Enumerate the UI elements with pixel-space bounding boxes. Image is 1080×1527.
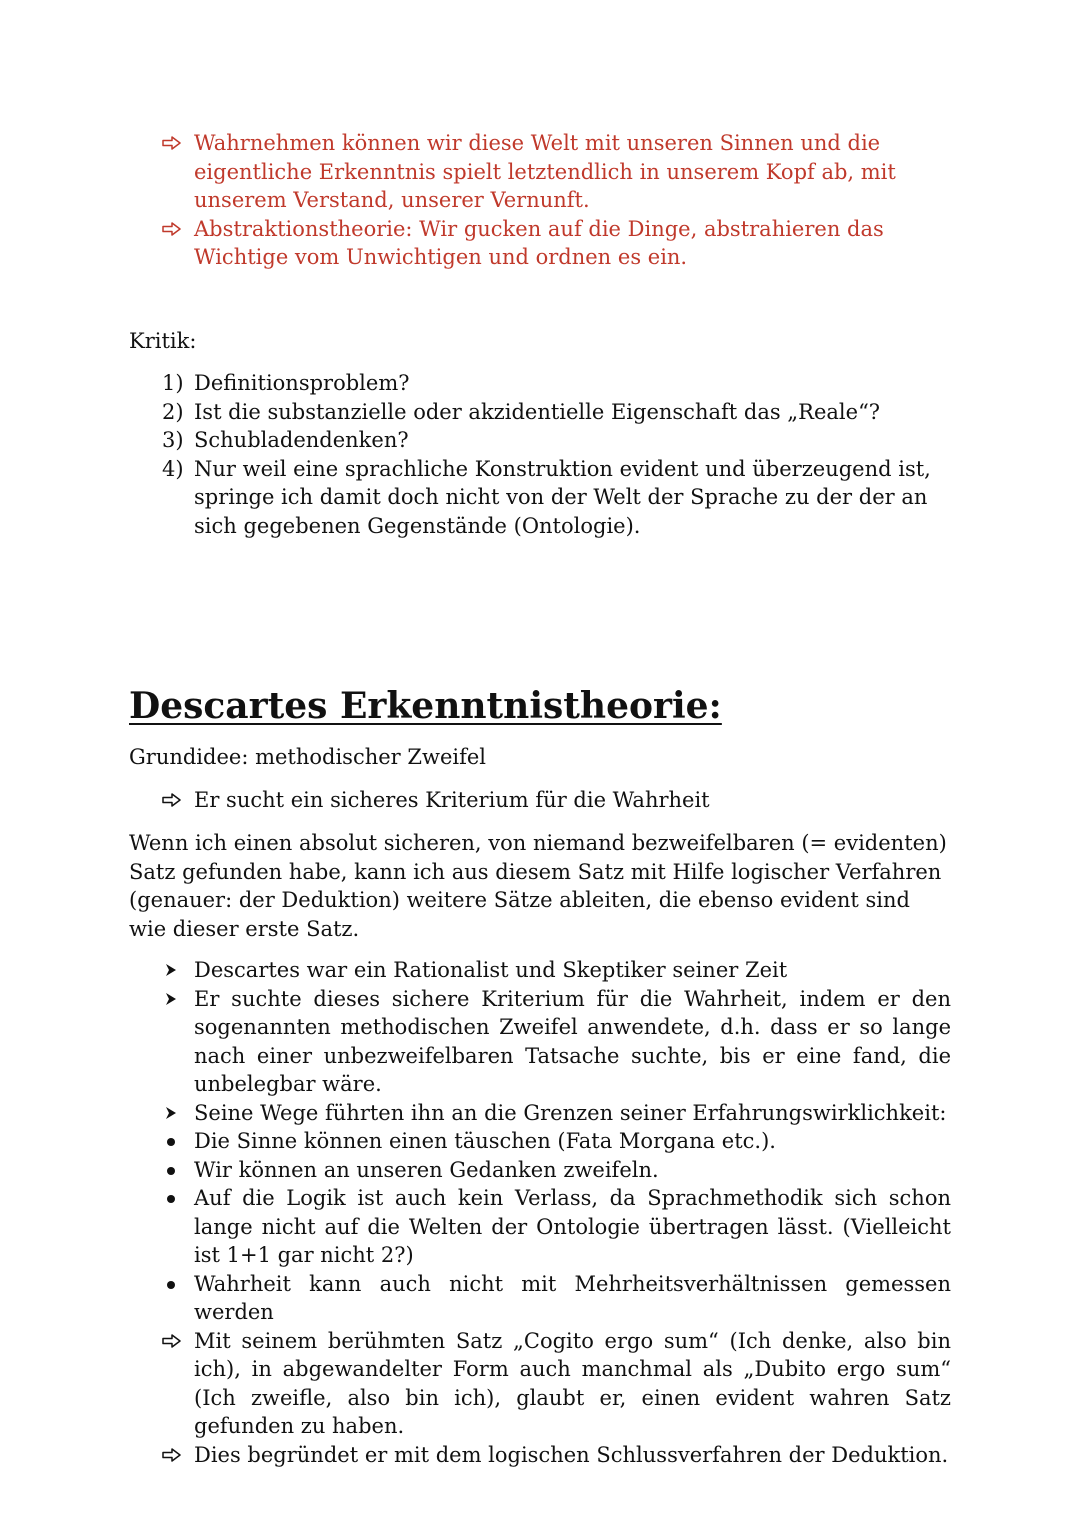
grundidee-arrow-list [129,786,959,815]
list-item-text: Wahrheit kann auch nicht mit Mehrheitsverhältnissen gemessen werden [194,1271,951,1324]
list-item [129,129,959,215]
list-item [129,1184,951,1270]
grundidee-line: Grundidee: methodischer Zweifel [129,745,487,769]
list-number: 2) [162,399,184,424]
list-item-text: Er suchte dieses sichere Kriterium für die Wahrheit, indem er den sogenannten methodischen Zweifel anwendete, d.h. dass er so lange nach einer unbezweifelbaren Tatsache suchte, bis er eine fand, die unbelegbar wäre. [194,986,951,1096]
list-item [129,369,959,398]
list-item [129,1270,951,1327]
list-item-text: Die Sinne können einen täuschen (Fata Morgana etc.). [194,1129,776,1153]
list-item-text: Er sucht ein sicheres Kriterium für die Wahrheit [194,788,710,812]
list-number: 4) [162,456,184,481]
list-item-text: Wir können an unseren Gedanken zweifeln. [194,1157,659,1182]
kritik-list [129,369,959,540]
list-item [129,1127,951,1156]
list-item-text: Abstraktionstheorie: Wir gucken auf die Dinge, abstrahieren das Wichtige vom Unwichtigen und ordnen es ein. [194,216,884,269]
descartes-paragraph: Wenn ich einen absolut sicheren, von niemand bezweifelbaren (= evidenten) Satz gefunden habe, kann ich aus diesem Satz mit Hilfe logischer Verfahren (genauer: der Deduktion) weitere Sätze ableiten, die ebenso evident sind wie dieser erste Satz. [129,831,947,941]
list-item-text: Nur weil eine sprachliche Konstruktion evident und überzeugend ist, springe ich damit doch nicht von der Welt der Sprache zu der der an sich gegebenen Gegenstände (Ontologie). [194,456,931,538]
list-item-text: Definitionsproblem? [194,371,410,395]
list-item-text: Dies begründet er mit dem logischen Schlussverfahren der Deduktion. [194,1442,949,1467]
list-item-text: Auf die Logik ist auch kein Verlass, da Sprachmethodik sich schon lange nicht auf die Welten der Ontologie übertragen lässt. (Vielleicht ist 1+1 gar nicht 2?) [194,1186,951,1267]
list-number: 3) [162,428,184,452]
list-item [129,786,959,815]
list-item [129,398,959,427]
list-item-text: Schubladendenken? [194,428,409,452]
list-item-text: Descartes war ein Rationalist und Skeptiker seiner Zeit [194,958,788,982]
list-item [129,455,959,541]
list-item [129,956,951,985]
list-item [129,426,959,455]
list-item [129,1327,951,1441]
list-item [129,215,959,272]
list-item [129,1099,951,1128]
descartes-bullet-list [129,956,951,1469]
section-title: Descartes Erkenntnistheorie: [129,685,722,727]
list-item [129,985,951,1099]
list-item-text: Wahrnehmen können wir diese Welt mit unseren Sinnen und die eigentliche Erkenntnis spielt letztendlich in unserem Kopf ab, mit unserem Verstand, unserer Vernunft. [194,131,896,212]
list-item-text: Mit seinem berühmten Satz „Cogito ergo sum“ (Ich denke, also bin ich), in abgewandelter Form auch manchmal als „Dubito ergo sum“ (Ich zweifle, also bin ich), glaubt er, einen evident wahren Satz gefunden zu haben. [194,1328,951,1438]
list-number: 1) [162,371,184,395]
list-item-text: Ist die substanzielle oder akzidentielle Eigenschaft das „Reale“? [194,399,881,424]
kritik-heading: Kritik: [129,329,197,353]
list-item [129,1441,951,1470]
list-item [129,1156,951,1185]
top-arrow-list [129,129,959,272]
list-item-text: Seine Wege führten ihn an die Grenzen seiner Erfahrungswirklichkeit: [194,1100,947,1125]
